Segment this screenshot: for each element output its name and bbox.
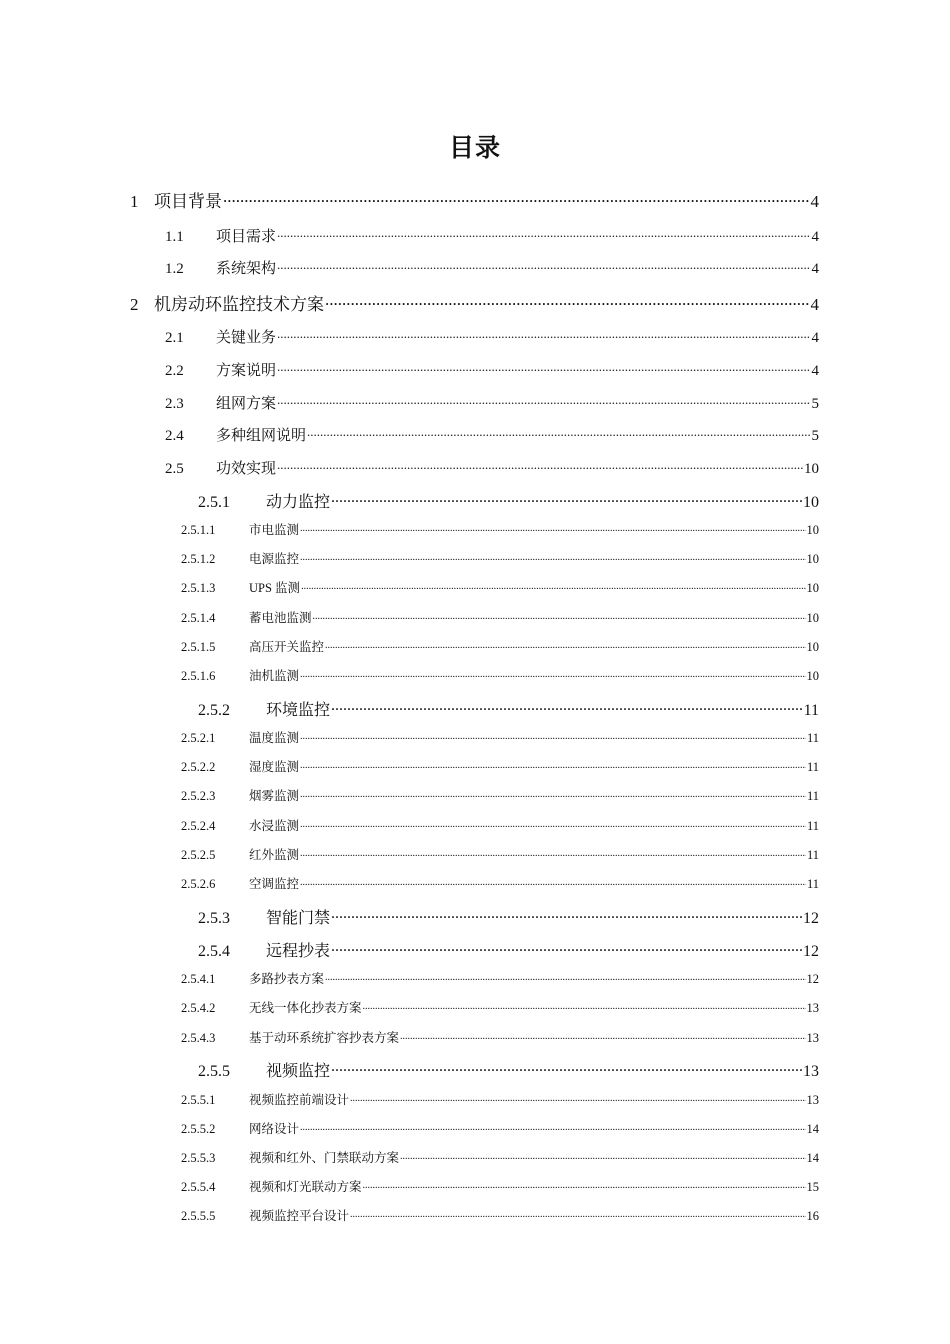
toc-entry[interactable]: [181, 1206, 819, 1224]
toc-entry-page-number: 10: [806, 640, 819, 654]
toc-dot-leader: [300, 786, 806, 800]
toc-dot-leader: [300, 520, 805, 534]
toc-entry-page-number: 13: [803, 1063, 819, 1080]
toc-entry-number: 2.5.2.3: [181, 789, 216, 803]
toc-dot-leader: [325, 291, 810, 310]
toc-entry-title: 水浸监测: [249, 819, 300, 833]
toc-entry[interactable]: [198, 1058, 819, 1081]
toc-entry-number: 2.5.4.2: [181, 1001, 216, 1015]
toc-entry-title: 项目背景: [154, 192, 222, 211]
toc-entry-page-number: 11: [806, 760, 819, 774]
toc-entry[interactable]: [165, 391, 819, 413]
toc-entry-number: 2.5: [165, 460, 184, 477]
toc-entry-number: 2.4: [165, 427, 184, 444]
toc-entry-page-number: 10: [806, 669, 819, 683]
toc-dot-leader: [300, 816, 806, 830]
toc-entry-number: 2.5.2.1: [181, 731, 216, 745]
toc-entry[interactable]: [181, 845, 819, 863]
toc-entry-number: 1.1: [165, 228, 184, 245]
toc-entry[interactable]: [181, 728, 819, 746]
toc-entry-page-number: 5: [811, 427, 819, 444]
toc-dot-leader: [313, 608, 806, 622]
toc-entry-page-number: 4: [811, 260, 819, 277]
toc-entry-number: 2.5.1.6: [181, 669, 216, 683]
toc-entry-number: 2.2: [165, 362, 184, 379]
toc-entry-title: 网络设计: [249, 1122, 300, 1136]
toc-entry-title: 烟雾监测: [249, 789, 300, 803]
toc-dot-leader: [350, 1090, 805, 1104]
toc-dot-leader: [331, 489, 802, 507]
toc-entry-page-number: 14: [806, 1122, 819, 1136]
toc-entry-title: 高压开关监控: [249, 640, 325, 654]
toc-entry-number: 2.5.5.3: [181, 1151, 216, 1165]
toc-entry[interactable]: [198, 489, 819, 512]
toc-entry-number: 2.5.1: [198, 494, 230, 511]
toc-entry[interactable]: [181, 757, 819, 775]
toc-dot-leader: [331, 938, 802, 956]
toc-entry-number: 2.5.2.5: [181, 848, 216, 862]
toc-entry-number: 2.5.5.2: [181, 1122, 216, 1136]
toc-entry-page-number: 4: [811, 329, 819, 346]
toc-entry-number: 2.5.5: [198, 1063, 230, 1080]
toc-dot-leader: [300, 845, 806, 859]
toc-entry-title: 视频监控前端设计: [249, 1093, 350, 1107]
toc-entry-title: 机房动环监控技术方案: [154, 295, 324, 314]
toc-entry-page-number: 12: [803, 910, 819, 927]
toc-dot-leader: [277, 325, 810, 342]
toc-entry-number: 2.1: [165, 329, 184, 346]
toc-dot-leader: [363, 1177, 806, 1191]
toc-dot-leader: [300, 757, 806, 771]
toc-dot-leader: [300, 728, 806, 742]
toc-dot-leader: [363, 998, 806, 1012]
toc-dot-leader: [400, 1028, 805, 1042]
toc-entry-number: 2.5.3: [198, 910, 230, 927]
toc-dot-leader: [325, 969, 805, 983]
toc-entry-page-number: 5: [811, 395, 819, 412]
toc-entry-title: 方案说明: [216, 362, 277, 379]
toc-entry[interactable]: [181, 1119, 819, 1137]
toc-entry[interactable]: [165, 256, 819, 278]
toc-entry-page-number: 10: [806, 523, 819, 537]
toc-entry[interactable]: [181, 637, 819, 655]
toc-dot-leader: [223, 188, 810, 207]
toc-entry-page-number: 13: [806, 1093, 819, 1107]
toc-dot-leader: [400, 1148, 805, 1162]
page-title: 目录: [448, 133, 501, 162]
toc-entry[interactable]: [165, 456, 819, 478]
toc-entry[interactable]: [181, 874, 819, 892]
toc-entry-number: 2.5.4: [198, 943, 230, 960]
toc-entry-page-number: 14: [806, 1151, 819, 1165]
toc-entry-title: 关键业务: [216, 329, 277, 346]
toc-entry-page-number: 12: [806, 972, 819, 986]
toc-entry-number: 2.5.4.3: [181, 1031, 216, 1045]
toc-entry-page-number: 10: [803, 494, 819, 511]
toc-dot-leader: [331, 697, 803, 715]
toc-entry-page-number: 13: [806, 1031, 819, 1045]
toc-entry-page-number: 4: [811, 228, 819, 245]
toc-entry-title: 电源监控: [249, 552, 300, 566]
toc-entry[interactable]: [181, 786, 819, 804]
toc-entry[interactable]: [181, 1028, 819, 1046]
toc-entry-title: 视频监控平台设计: [249, 1209, 350, 1223]
toc-entry-title: UPS 监测: [249, 581, 301, 595]
toc-entry-page-number: 11: [803, 702, 819, 719]
toc-entry[interactable]: [198, 938, 819, 961]
toc-entry-number: 2.5.2.4: [181, 819, 216, 833]
toc-entry-page-number: 13: [806, 1001, 819, 1015]
toc-dot-leader: [277, 256, 810, 273]
toc-entry-number: 2.5.1.2: [181, 552, 216, 566]
toc-dot-leader: [300, 549, 805, 563]
toc-entry[interactable]: [130, 290, 819, 315]
toc-entry[interactable]: [181, 1090, 819, 1108]
toc-entry-title: 红外监测: [249, 848, 300, 862]
toc-dot-leader: [350, 1206, 805, 1220]
toc-entry-number: 2.5.5.4: [181, 1180, 216, 1194]
toc-entry-title: 多种组网说明: [216, 427, 307, 444]
toc-entry-title: 远程抄表: [266, 943, 331, 960]
toc-entry-title: 多路抄表方案: [249, 972, 325, 986]
toc-entry-page-number: 16: [806, 1209, 819, 1223]
toc-entry-title: 市电监测: [249, 523, 300, 537]
toc-entry[interactable]: [181, 816, 819, 834]
toc-entry[interactable]: [165, 358, 819, 380]
toc-entry[interactable]: [198, 905, 819, 928]
toc-dot-leader: [277, 456, 803, 473]
toc-entry-page-number: 11: [806, 789, 819, 803]
toc-entry-title: 组网方案: [216, 395, 277, 412]
toc-entry-page-number: 10: [806, 581, 819, 595]
toc-entry-number: 2.3: [165, 395, 184, 412]
toc-dot-leader: [277, 391, 810, 408]
toc-entry[interactable]: [130, 187, 819, 212]
toc-dot-leader: [300, 874, 806, 888]
toc-entry[interactable]: [181, 969, 819, 987]
toc-entry-page-number: 11: [806, 848, 819, 862]
toc-entry-page-number: 11: [806, 877, 819, 891]
toc-entry-number: 2.5.2.6: [181, 877, 216, 891]
toc-entry-page-number: 10: [806, 552, 819, 566]
toc-entry[interactable]: [181, 608, 819, 626]
toc-entry-number: 1.2: [165, 260, 184, 277]
toc-entry-number: 2.5.1.4: [181, 611, 216, 625]
toc-entry-number: 2.5.5.5: [181, 1209, 216, 1223]
toc-entry-number: 2.5.1.1: [181, 523, 216, 537]
toc-entry-title: 湿度监测: [249, 760, 300, 774]
toc-entry-number: 2.5.5.1: [181, 1093, 216, 1107]
toc-dot-leader: [277, 224, 810, 241]
toc-entry-title: 视频监控: [266, 1063, 331, 1080]
toc-entry[interactable]: [181, 1177, 819, 1195]
toc-entry-title: 视频和红外、门禁联动方案: [249, 1151, 400, 1165]
toc-entry-page-number: 4: [811, 362, 819, 379]
toc-dot-leader: [301, 578, 805, 592]
toc-entry-page-number: 10: [806, 611, 819, 625]
toc-dot-leader: [300, 1119, 805, 1133]
toc-entry-page-number: 11: [806, 731, 819, 745]
toc-dot-leader: [325, 637, 805, 651]
toc-entry[interactable]: [165, 224, 819, 246]
toc-entry-title: 项目需求: [216, 228, 277, 245]
toc-entry-title: 蓄电池监测: [249, 611, 312, 625]
toc-entry[interactable]: [181, 666, 819, 684]
toc-entry[interactable]: [181, 998, 819, 1016]
toc-entry[interactable]: [198, 697, 819, 720]
toc-entry-page-number: 10: [804, 460, 819, 477]
toc-entry-number: 2.5.2.2: [181, 760, 216, 774]
toc-entry-title: 油机监测: [249, 669, 300, 683]
toc-entry-title: 视频和灯光联动方案: [249, 1180, 362, 1194]
toc-entry-number: 2: [130, 295, 139, 314]
toc-entry-number: 1: [130, 192, 139, 211]
toc-entry-number: 2.5.1.5: [181, 640, 216, 654]
toc-dot-leader: [331, 1058, 802, 1076]
toc-entry[interactable]: [165, 325, 819, 347]
toc-entry-number: 2.5.2: [198, 702, 230, 719]
toc-entry[interactable]: [181, 520, 819, 538]
toc-entry-title: 温度监测: [249, 731, 300, 745]
toc-entry-title: 智能门禁: [266, 910, 331, 927]
toc-entry-number: 2.5.4.1: [181, 972, 216, 986]
toc-entry-page-number: 15: [806, 1180, 819, 1194]
toc-entry-title: 功效实现: [216, 460, 277, 477]
toc-entry-title: 空调监控: [249, 877, 300, 891]
toc-entry-title: 基于动环系统扩容抄表方案: [249, 1031, 400, 1045]
toc-entry-title: 动力监控: [266, 494, 331, 511]
toc-dot-leader: [331, 905, 802, 923]
toc-entry-title: 环境监控: [266, 702, 331, 719]
toc-entry[interactable]: [165, 423, 819, 445]
toc-entry-page-number: 4: [810, 295, 819, 314]
toc-entry-title: 无线一体化抄表方案: [249, 1001, 362, 1015]
toc-entry-page-number: 4: [810, 192, 819, 211]
toc-entry[interactable]: [181, 578, 819, 596]
toc-entry-page-number: 11: [806, 819, 819, 833]
toc-entry-page-number: 12: [803, 943, 819, 960]
toc-entry[interactable]: [181, 1148, 819, 1166]
toc-dot-leader: [307, 423, 810, 440]
toc-entry[interactable]: [181, 549, 819, 567]
toc-dot-leader: [300, 666, 805, 680]
toc-entry-number: 2.5.1.3: [181, 581, 216, 595]
toc-dot-leader: [277, 358, 810, 375]
toc-entry-title: 系统架构: [216, 260, 277, 277]
